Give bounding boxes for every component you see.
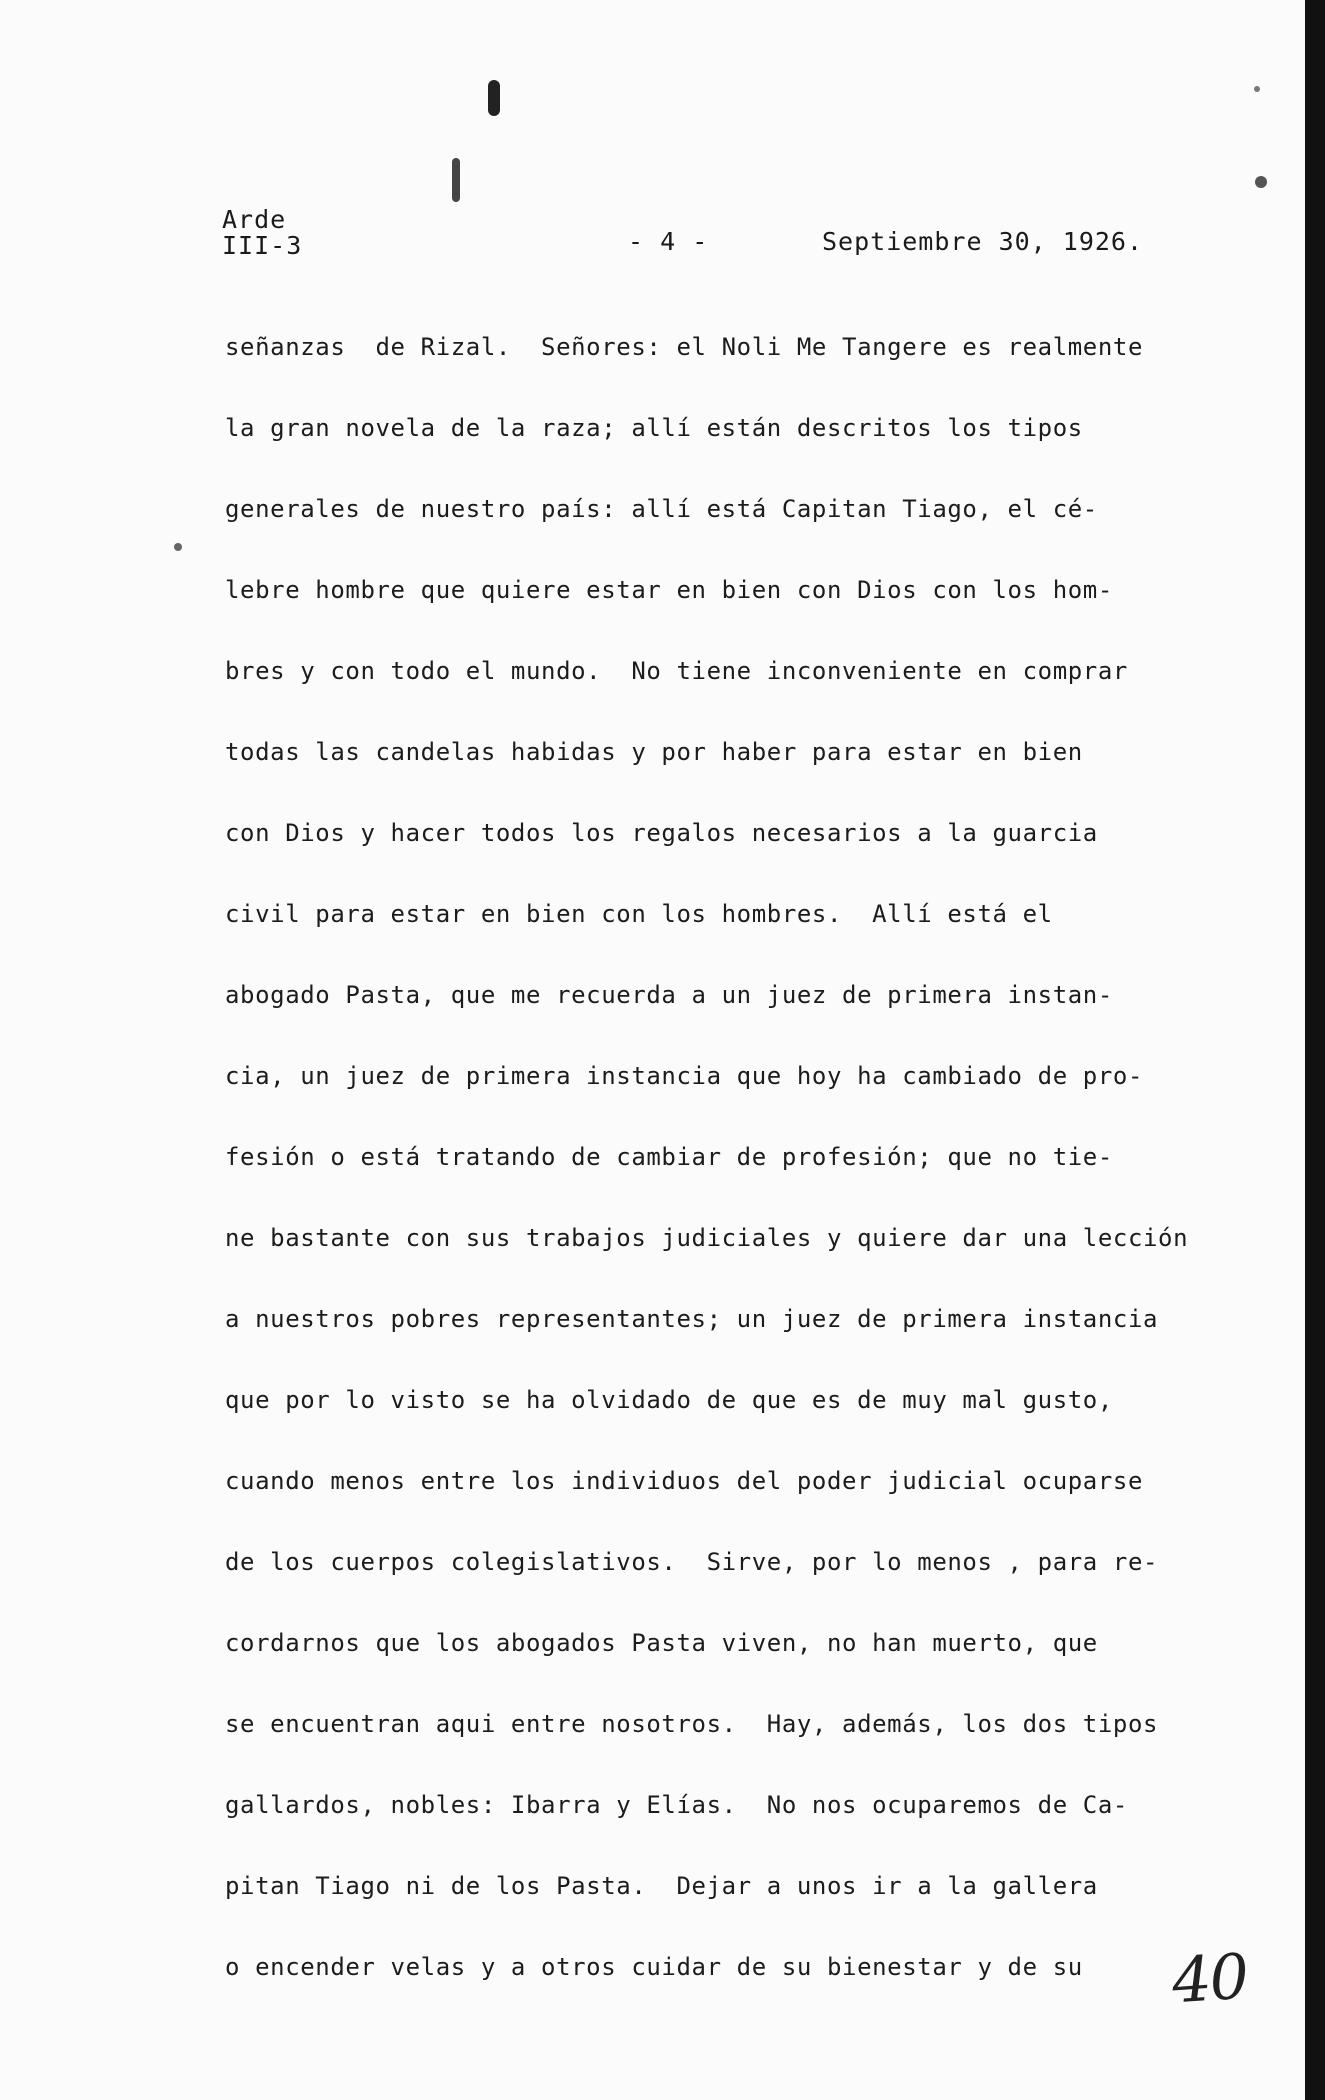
- ink-spot: [1254, 86, 1260, 92]
- text-line: señanzas de Rizal. Señores: el Noli Me Tangere es realmente: [225, 333, 1144, 361]
- text-line: cordarnos que los abogados Pasta viven, no han muerto, que: [225, 1629, 1098, 1657]
- text-line: fesión o está tratando de cambiar de profesión; que no tie-: [225, 1143, 1113, 1171]
- ink-spot: [1255, 176, 1267, 188]
- text-line: cia, un juez de primera instancia que hoy ha cambiado de pro-: [225, 1062, 1144, 1090]
- text-line: con Dios y hacer todos los regalos necesarios a la guarcia: [225, 819, 1098, 847]
- text-line: que por lo visto se ha olvidado de que es de muy mal gusto,: [225, 1386, 1113, 1414]
- punch-mark: [488, 80, 500, 116]
- text-line: gallardos, nobles: Ibarra y Elías. No nos ocuparemos de Ca-: [225, 1791, 1128, 1819]
- text-line: bres y con todo el mundo. No tiene inconveniente en comprar: [225, 657, 1128, 685]
- text-line: cuando menos entre los individuos del poder judicial ocuparse: [225, 1467, 1144, 1495]
- text-line: o encender velas y a otros cuidar de su bienestar y de su: [225, 1953, 1083, 1981]
- handwritten-folio-number: 40: [1169, 1939, 1250, 2018]
- text-line: la gran novela de la raza; allí están descritos los tipos: [225, 414, 1083, 442]
- document-code-line2: III-3: [222, 231, 303, 260]
- document-date: Septiembre 30, 1926.: [822, 227, 1144, 256]
- scan-border: [1305, 0, 1325, 2100]
- text-line: civil para estar en bien con los hombres. Allí está el: [225, 900, 1053, 928]
- text-line: a nuestros pobres representantes; un juez de primera instancia: [225, 1305, 1159, 1333]
- document-code-line1: Arde: [222, 205, 287, 234]
- body-text: [225, 330, 1285, 2031]
- text-line: todas las candelas habidas y por haber para estar en bien: [225, 738, 1083, 766]
- text-line: de los cuerpos colegislativos. Sirve, por lo menos , para re-: [225, 1548, 1159, 1576]
- ink-spot: [174, 543, 182, 551]
- page-number: - 4 -: [628, 227, 709, 256]
- text-line: se encuentran aqui entre nosotros. Hay, además, los dos tipos: [225, 1710, 1159, 1738]
- text-line: lebre hombre que quiere estar en bien con Dios con los hom-: [225, 576, 1113, 604]
- text-line: abogado Pasta, que me recuerda a un juez de primera instan-: [225, 981, 1113, 1009]
- punch-mark: [452, 158, 460, 202]
- text-line: pitan Tiago ni de los Pasta. Dejar a unos ir a la gallera: [225, 1872, 1098, 1900]
- text-line: ne bastante con sus trabajos judiciales y quiere dar una lección: [225, 1224, 1189, 1252]
- text-line: generales de nuestro país: allí está Capitan Tiago, el cé-: [225, 495, 1098, 523]
